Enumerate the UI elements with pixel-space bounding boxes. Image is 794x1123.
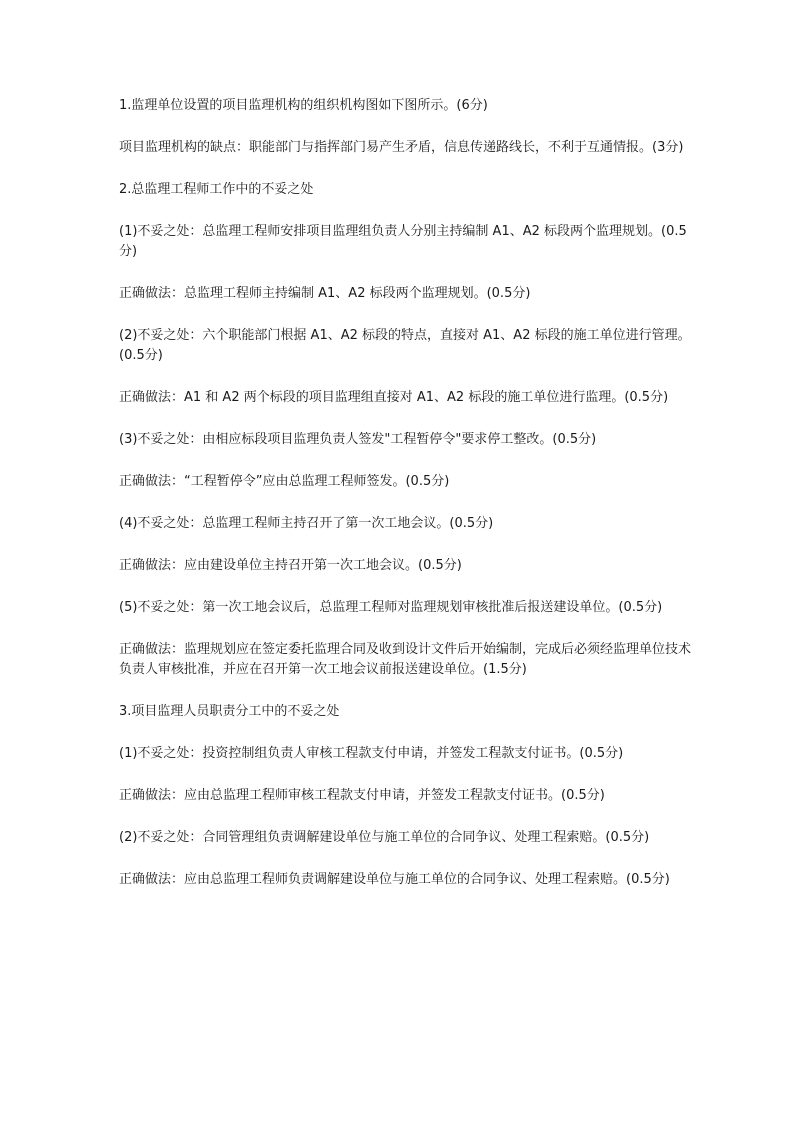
paragraph: 项目监理机构的缺点：职能部门与指挥部门易产生矛盾，信息传递路线长，不利于互通情报。(3分) <box>119 140 684 155</box>
paragraph: 正确做法：A1 和 A2 两个标段的项目监理组直接对 A1、A2 标段的施工单位进行监理。(0.5分) <box>119 390 669 405</box>
paragraph: (2)不妥之处：六个职能部门根据 A1、A2 标段的特点，直接对 A1、A2 标段的施工单位进行管理。(0.5分) <box>119 328 691 363</box>
paragraph: 正确做法：应由建设单位主持召开第一次工地会议。(0.5分) <box>119 558 462 573</box>
section-heading: 3.项目监理人员职责分工中的不妥之处 <box>119 704 340 719</box>
paragraph: 正确做法：监理规划应在签定委托监理合同及收到设计文件后开始编制，完成后必须经监理单位技术负责人审核批准，并应在召开第一次工地会议前报送建设单位。(1.5分) <box>119 642 692 677</box>
paragraph: 正确做法：应由总监理工程师审核工程款支付申请，并签发工程款支付证书。(0.5分) <box>119 788 605 803</box>
paragraph: (4)不妥之处：总监理工程师主持召开了第一次工地会议。(0.5分) <box>119 516 494 531</box>
paragraph: (3)不妥之处：由相应标段项目监理负责人签发"工程暂停令"要求停工整改。(0.5分) <box>119 432 597 447</box>
paragraph: 正确做法：应由总监理工程师负责调解建设单位与施工单位的合同争议、处理工程索赔。(0.5分) <box>119 872 670 887</box>
section-heading: 2.总监理工程师工作中的不妥之处 <box>119 182 314 197</box>
paragraph: (1)不妥之处：总监理工程师安排项目监理组负责人分别主持编制 A1、A2 标段两个监理规划。(0.5分) <box>119 224 687 259</box>
paragraph: (5)不妥之处：第一次工地会议后，总监理工程师对监理规划审核批准后报送建设单位。(0.5分) <box>119 600 663 615</box>
paragraph: (2)不妥之处：合同管理组负责调解建设单位与施工单位的合同争议、处理工程索赔。(0.5分) <box>119 830 650 845</box>
paragraph: 正确做法：总监理工程师主持编制 A1、A2 标段两个监理规划。(0.5分) <box>119 286 531 301</box>
document-body <box>119 96 691 912</box>
paragraph: 正确做法：“工程暂停令”应由总监理工程师签发。(0.5分) <box>119 474 450 489</box>
paragraph: (1)不妥之处：投资控制组负责人审核工程款支付申请，并签发工程款支付证书。(0.5分) <box>119 746 624 761</box>
paragraph: 1.监理单位设置的项目监理机构的组织机构图如下图所示。(6分) <box>119 98 488 113</box>
